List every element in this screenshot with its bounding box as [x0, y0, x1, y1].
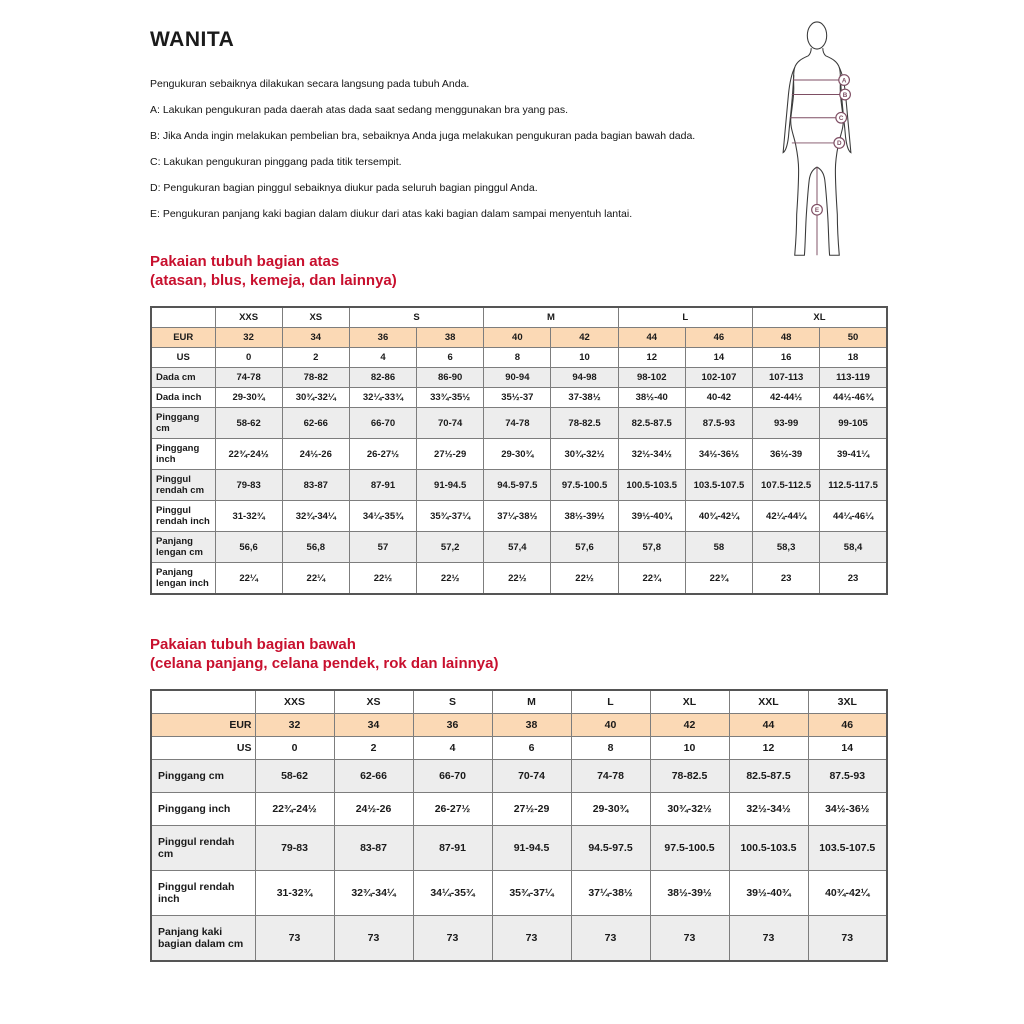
- value-cell: 73: [413, 916, 492, 962]
- table-row-pinggang-cm: [151, 408, 887, 439]
- size-group-l: L: [571, 690, 650, 714]
- table-row-eur: [151, 328, 887, 348]
- value-cell: 107.5-112.5: [753, 470, 820, 501]
- size-group-xs: XS: [334, 690, 413, 714]
- value-cell: 97.5-100.5: [650, 826, 729, 871]
- value-cell: 39-41¼: [820, 439, 887, 470]
- value-cell: 22¾: [618, 563, 685, 595]
- value-cell: 86-90: [417, 368, 484, 388]
- value-cell: 57,8: [618, 532, 685, 563]
- value-cell: 8: [484, 348, 551, 368]
- value-cell: 73: [334, 916, 413, 962]
- value-cell: 34½-36½: [808, 793, 887, 826]
- value-cell: 37¼-38½: [484, 501, 551, 532]
- value-cell: 73: [255, 916, 334, 962]
- value-cell: 94-98: [551, 368, 618, 388]
- value-cell: 50: [820, 328, 887, 348]
- value-cell: 32: [255, 714, 334, 737]
- table-row-eur: [151, 714, 887, 737]
- row-label: US: [151, 737, 255, 760]
- value-cell: 113-119: [820, 368, 887, 388]
- value-cell: 30¾-32¼: [282, 388, 349, 408]
- value-cell: 29-30¾: [484, 439, 551, 470]
- value-cell: 107-113: [753, 368, 820, 388]
- value-cell: 22¾-24½: [255, 793, 334, 826]
- marker-a-label: A: [841, 77, 847, 85]
- value-cell: 44¼-46¼: [820, 501, 887, 532]
- value-cell: 98-102: [618, 368, 685, 388]
- value-cell: 83-87: [282, 470, 349, 501]
- value-cell: 44: [729, 714, 808, 737]
- value-cell: 58,3: [753, 532, 820, 563]
- value-cell: 22½: [349, 563, 416, 595]
- value-cell: 33¾-35½: [417, 388, 484, 408]
- table-row-dada-inch: [151, 388, 887, 408]
- value-cell: 66-70: [349, 408, 416, 439]
- value-cell: 94.5-97.5: [484, 470, 551, 501]
- value-cell: 22¼: [282, 563, 349, 595]
- value-cell: 32: [215, 328, 282, 348]
- value-cell: 10: [551, 348, 618, 368]
- value-cell: 38: [492, 714, 571, 737]
- row-label: US: [151, 348, 215, 368]
- value-cell: 30¾-32½: [650, 793, 729, 826]
- value-cell: 12: [729, 737, 808, 760]
- value-cell: 73: [808, 916, 887, 962]
- row-label: Dada inch: [151, 388, 215, 408]
- size-group-3xl: 3XL: [808, 690, 887, 714]
- value-cell: 32½-34½: [618, 439, 685, 470]
- value-cell: 99-105: [820, 408, 887, 439]
- value-cell: 38½-39½: [551, 501, 618, 532]
- value-cell: 78-82: [282, 368, 349, 388]
- figure-head: [807, 22, 826, 49]
- value-cell: 62-66: [334, 760, 413, 793]
- value-cell: 35½-37: [484, 388, 551, 408]
- value-cell: 78-82.5: [551, 408, 618, 439]
- row-label: Pinggul rendah inch: [151, 501, 215, 532]
- value-cell: 100.5-103.5: [729, 826, 808, 871]
- value-cell: 58-62: [215, 408, 282, 439]
- value-cell: 90-94: [484, 368, 551, 388]
- value-cell: 39½-40¾: [618, 501, 685, 532]
- measurement-markers: [812, 75, 851, 215]
- body-measurement-figure: [762, 20, 874, 262]
- value-cell: 14: [685, 348, 752, 368]
- value-cell: 22½: [484, 563, 551, 595]
- value-cell: 87.5-93: [808, 760, 887, 793]
- value-cell: 103.5-107.5: [685, 470, 752, 501]
- value-cell: 29-30¾: [215, 388, 282, 408]
- value-cell: 8: [571, 737, 650, 760]
- size-group-s: S: [413, 690, 492, 714]
- value-cell: 35¾-37¼: [417, 501, 484, 532]
- instruction-b: B: Jika Anda ingin melakukan pembelian bra, sebaiknya Anda juga melakukan pengukuran pada bagian bawah dada.: [150, 130, 696, 142]
- bottoms-heading-line1: Pakaian tubuh bagian bawah: [150, 636, 356, 653]
- body-figure-svg: [762, 20, 872, 262]
- row-label: Panjang lengan inch: [151, 563, 215, 595]
- figure-neck-left: [808, 48, 811, 56]
- row-label: EUR: [151, 328, 215, 348]
- value-cell: 6: [417, 348, 484, 368]
- value-cell: 102-107: [685, 368, 752, 388]
- value-cell: 4: [349, 348, 416, 368]
- value-cell: 103.5-107.5: [808, 826, 887, 871]
- value-cell: 91-94.5: [492, 826, 571, 871]
- marker-d-label: D: [836, 140, 842, 148]
- instruction-d: D: Pengukuran bagian pinggul sebaiknya diukur pada seluruh bagian pinggul Anda.: [150, 182, 538, 194]
- corner-cell: [151, 690, 255, 714]
- value-cell: 2: [334, 737, 413, 760]
- instruction-a: A: Lakukan pengukuran pada daerah atas dada saat sedang menggunakan bra yang pas.: [150, 104, 568, 116]
- value-cell: 70-74: [417, 408, 484, 439]
- table-row-dada-cm: [151, 368, 887, 388]
- tops-heading-line1: Pakaian tubuh bagian atas: [150, 253, 340, 270]
- value-cell: 24½-26: [334, 793, 413, 826]
- page-title: WANITA: [150, 28, 235, 51]
- size-group-xl: XL: [753, 307, 887, 328]
- value-cell: 112.5-117.5: [820, 470, 887, 501]
- size-group-m: M: [484, 307, 618, 328]
- value-cell: 22¾: [685, 563, 752, 595]
- value-cell: 58,4: [820, 532, 887, 563]
- figure-neck-right: [823, 48, 826, 56]
- value-cell: 27½-29: [492, 793, 571, 826]
- value-cell: 46: [685, 328, 752, 348]
- row-label: Panjang lengan cm: [151, 532, 215, 563]
- row-label: Pinggul rendah inch: [151, 871, 255, 916]
- value-cell: 38: [417, 328, 484, 348]
- value-cell: 38½-39½: [650, 871, 729, 916]
- table-row-pinggul-rendah-inch: [151, 871, 887, 916]
- bottoms-size-table: [150, 689, 888, 962]
- value-cell: 32¼-33¾: [349, 388, 416, 408]
- value-cell: 38½-40: [618, 388, 685, 408]
- value-cell: 34¼-35¾: [349, 501, 416, 532]
- value-cell: 44½-46¾: [820, 388, 887, 408]
- value-cell: 46: [808, 714, 887, 737]
- value-cell: 32¾-34¼: [334, 871, 413, 916]
- value-cell: 10: [650, 737, 729, 760]
- value-cell: 36: [413, 714, 492, 737]
- value-cell: 42¼-44¼: [753, 501, 820, 532]
- value-cell: 91-94.5: [417, 470, 484, 501]
- value-cell: 34¼-35¾: [413, 871, 492, 916]
- value-cell: 39½-40¾: [729, 871, 808, 916]
- table-row-pinggul-rendah-cm: [151, 826, 887, 871]
- size-group-xs: XS: [282, 307, 349, 328]
- instruction-c: C: Lakukan pengukuran pinggang pada titik tersempit.: [150, 156, 402, 168]
- value-cell: 12: [618, 348, 685, 368]
- value-cell: 74-78: [484, 408, 551, 439]
- value-cell: 18: [820, 348, 887, 368]
- value-cell: 57,4: [484, 532, 551, 563]
- table-row-panjang-lengan-inch: [151, 563, 887, 595]
- marker-c-label: C: [838, 115, 844, 123]
- row-label: Pinggang cm: [151, 760, 255, 793]
- tops-size-table: [150, 306, 888, 595]
- value-cell: 97.5-100.5: [551, 470, 618, 501]
- value-cell: 32¾-34¼: [282, 501, 349, 532]
- marker-b-label: B: [842, 91, 848, 99]
- value-cell: 24½-26: [282, 439, 349, 470]
- value-cell: 57,2: [417, 532, 484, 563]
- value-cell: 74-78: [571, 760, 650, 793]
- table-row-pinggul-rendah-inch: [151, 501, 887, 532]
- value-cell: 42-44½: [753, 388, 820, 408]
- value-cell: 0: [255, 737, 334, 760]
- table-row-pinggang-cm: [151, 760, 887, 793]
- value-cell: 78-82.5: [650, 760, 729, 793]
- value-cell: 23: [753, 563, 820, 595]
- value-cell: 73: [650, 916, 729, 962]
- value-cell: 82.5-87.5: [729, 760, 808, 793]
- instruction-e: E: Pengukuran panjang kaki bagian dalam diukur dari atas kaki bagian dalam sampai menyentuh lantai.: [150, 208, 633, 220]
- value-cell: 37¼-38½: [571, 871, 650, 916]
- size-group-xxs: XXS: [255, 690, 334, 714]
- value-cell: 6: [492, 737, 571, 760]
- value-cell: 36: [349, 328, 416, 348]
- bottoms-section-heading: [150, 635, 886, 673]
- value-cell: 93-99: [753, 408, 820, 439]
- value-cell: 73: [729, 916, 808, 962]
- value-cell: 40: [484, 328, 551, 348]
- instruction-intro: Pengukuran sebaiknya dilakukan secara langsung pada tubuh Anda.: [150, 78, 470, 90]
- value-cell: 34½-36½: [685, 439, 752, 470]
- value-cell: 56,6: [215, 532, 282, 563]
- value-cell: 31-32¾: [255, 871, 334, 916]
- row-label: Dada cm: [151, 368, 215, 388]
- value-cell: 48: [753, 328, 820, 348]
- value-cell: 40¾-42¼: [808, 871, 887, 916]
- value-cell: 57: [349, 532, 416, 563]
- value-cell: 87.5-93: [685, 408, 752, 439]
- value-cell: 30¾-32½: [551, 439, 618, 470]
- table-row-us: [151, 348, 887, 368]
- size-group-xxl: XXL: [729, 690, 808, 714]
- table-row-pinggang-inch: [151, 793, 887, 826]
- value-cell: 94.5-97.5: [571, 826, 650, 871]
- table-row-us: [151, 737, 887, 760]
- value-cell: 57,6: [551, 532, 618, 563]
- value-cell: 82.5-87.5: [618, 408, 685, 439]
- row-label: Pinggul rendah cm: [151, 826, 255, 871]
- table-row-pinggang-inch: [151, 439, 887, 470]
- value-cell: 14: [808, 737, 887, 760]
- value-cell: 26-27½: [349, 439, 416, 470]
- row-label: EUR: [151, 714, 255, 737]
- value-cell: 34: [282, 328, 349, 348]
- value-cell: 32½-34½: [729, 793, 808, 826]
- value-cell: 74-78: [215, 368, 282, 388]
- value-cell: 27½-29: [417, 439, 484, 470]
- corner-cell: [151, 307, 215, 328]
- value-cell: 56,8: [282, 532, 349, 563]
- row-label: Pinggang inch: [151, 439, 215, 470]
- size-header-row: [151, 690, 887, 714]
- table-row-pinggul-rendah-cm: [151, 470, 887, 501]
- value-cell: 16: [753, 348, 820, 368]
- value-cell: 100.5-103.5: [618, 470, 685, 501]
- value-cell: 79-83: [255, 826, 334, 871]
- marker-e-label: E: [814, 207, 820, 215]
- value-cell: 37-38½: [551, 388, 618, 408]
- value-cell: 23: [820, 563, 887, 595]
- row-label: Pinggul rendah cm: [151, 470, 215, 501]
- value-cell: 22¼: [215, 563, 282, 595]
- value-cell: 0: [215, 348, 282, 368]
- value-cell: 26-27½: [413, 793, 492, 826]
- tops-heading-line2: (atasan, blus, kemeja, dan lainnya): [150, 272, 397, 289]
- value-cell: 40¾-42¼: [685, 501, 752, 532]
- value-cell: 22½: [551, 563, 618, 595]
- value-cell: 87-91: [413, 826, 492, 871]
- value-cell: 42: [551, 328, 618, 348]
- value-cell: 35¾-37¼: [492, 871, 571, 916]
- size-group-s: S: [349, 307, 483, 328]
- value-cell: 58: [685, 532, 752, 563]
- value-cell: 73: [571, 916, 650, 962]
- value-cell: 83-87: [334, 826, 413, 871]
- value-cell: 87-91: [349, 470, 416, 501]
- row-label: Panjang kaki bagian dalam cm: [151, 916, 255, 962]
- value-cell: 40-42: [685, 388, 752, 408]
- value-cell: 40: [571, 714, 650, 737]
- value-cell: 22¾-24½: [215, 439, 282, 470]
- row-label: Pinggang inch: [151, 793, 255, 826]
- value-cell: 42: [650, 714, 729, 737]
- value-cell: 31-32¾: [215, 501, 282, 532]
- value-cell: 58-62: [255, 760, 334, 793]
- size-group-m: M: [492, 690, 571, 714]
- size-group-xl: XL: [650, 690, 729, 714]
- value-cell: 70-74: [492, 760, 571, 793]
- table-row-panjang-lengan-cm: [151, 532, 887, 563]
- value-cell: 22½: [417, 563, 484, 595]
- value-cell: 62-66: [282, 408, 349, 439]
- row-label: Pinggang cm: [151, 408, 215, 439]
- value-cell: 34: [334, 714, 413, 737]
- size-group-xxs: XXS: [215, 307, 282, 328]
- value-cell: 79-83: [215, 470, 282, 501]
- value-cell: 2: [282, 348, 349, 368]
- value-cell: 4: [413, 737, 492, 760]
- value-cell: 66-70: [413, 760, 492, 793]
- value-cell: 29-30¾: [571, 793, 650, 826]
- table-row-panjang-kaki-bagian-dalam-cm: [151, 916, 887, 962]
- size-header-row: [151, 307, 887, 328]
- size-group-l: L: [618, 307, 752, 328]
- value-cell: 44: [618, 328, 685, 348]
- value-cell: 73: [492, 916, 571, 962]
- value-cell: 36½-39: [753, 439, 820, 470]
- value-cell: 82-86: [349, 368, 416, 388]
- bottoms-heading-line2: (celana panjang, celana pendek, rok dan lainnya): [150, 655, 499, 672]
